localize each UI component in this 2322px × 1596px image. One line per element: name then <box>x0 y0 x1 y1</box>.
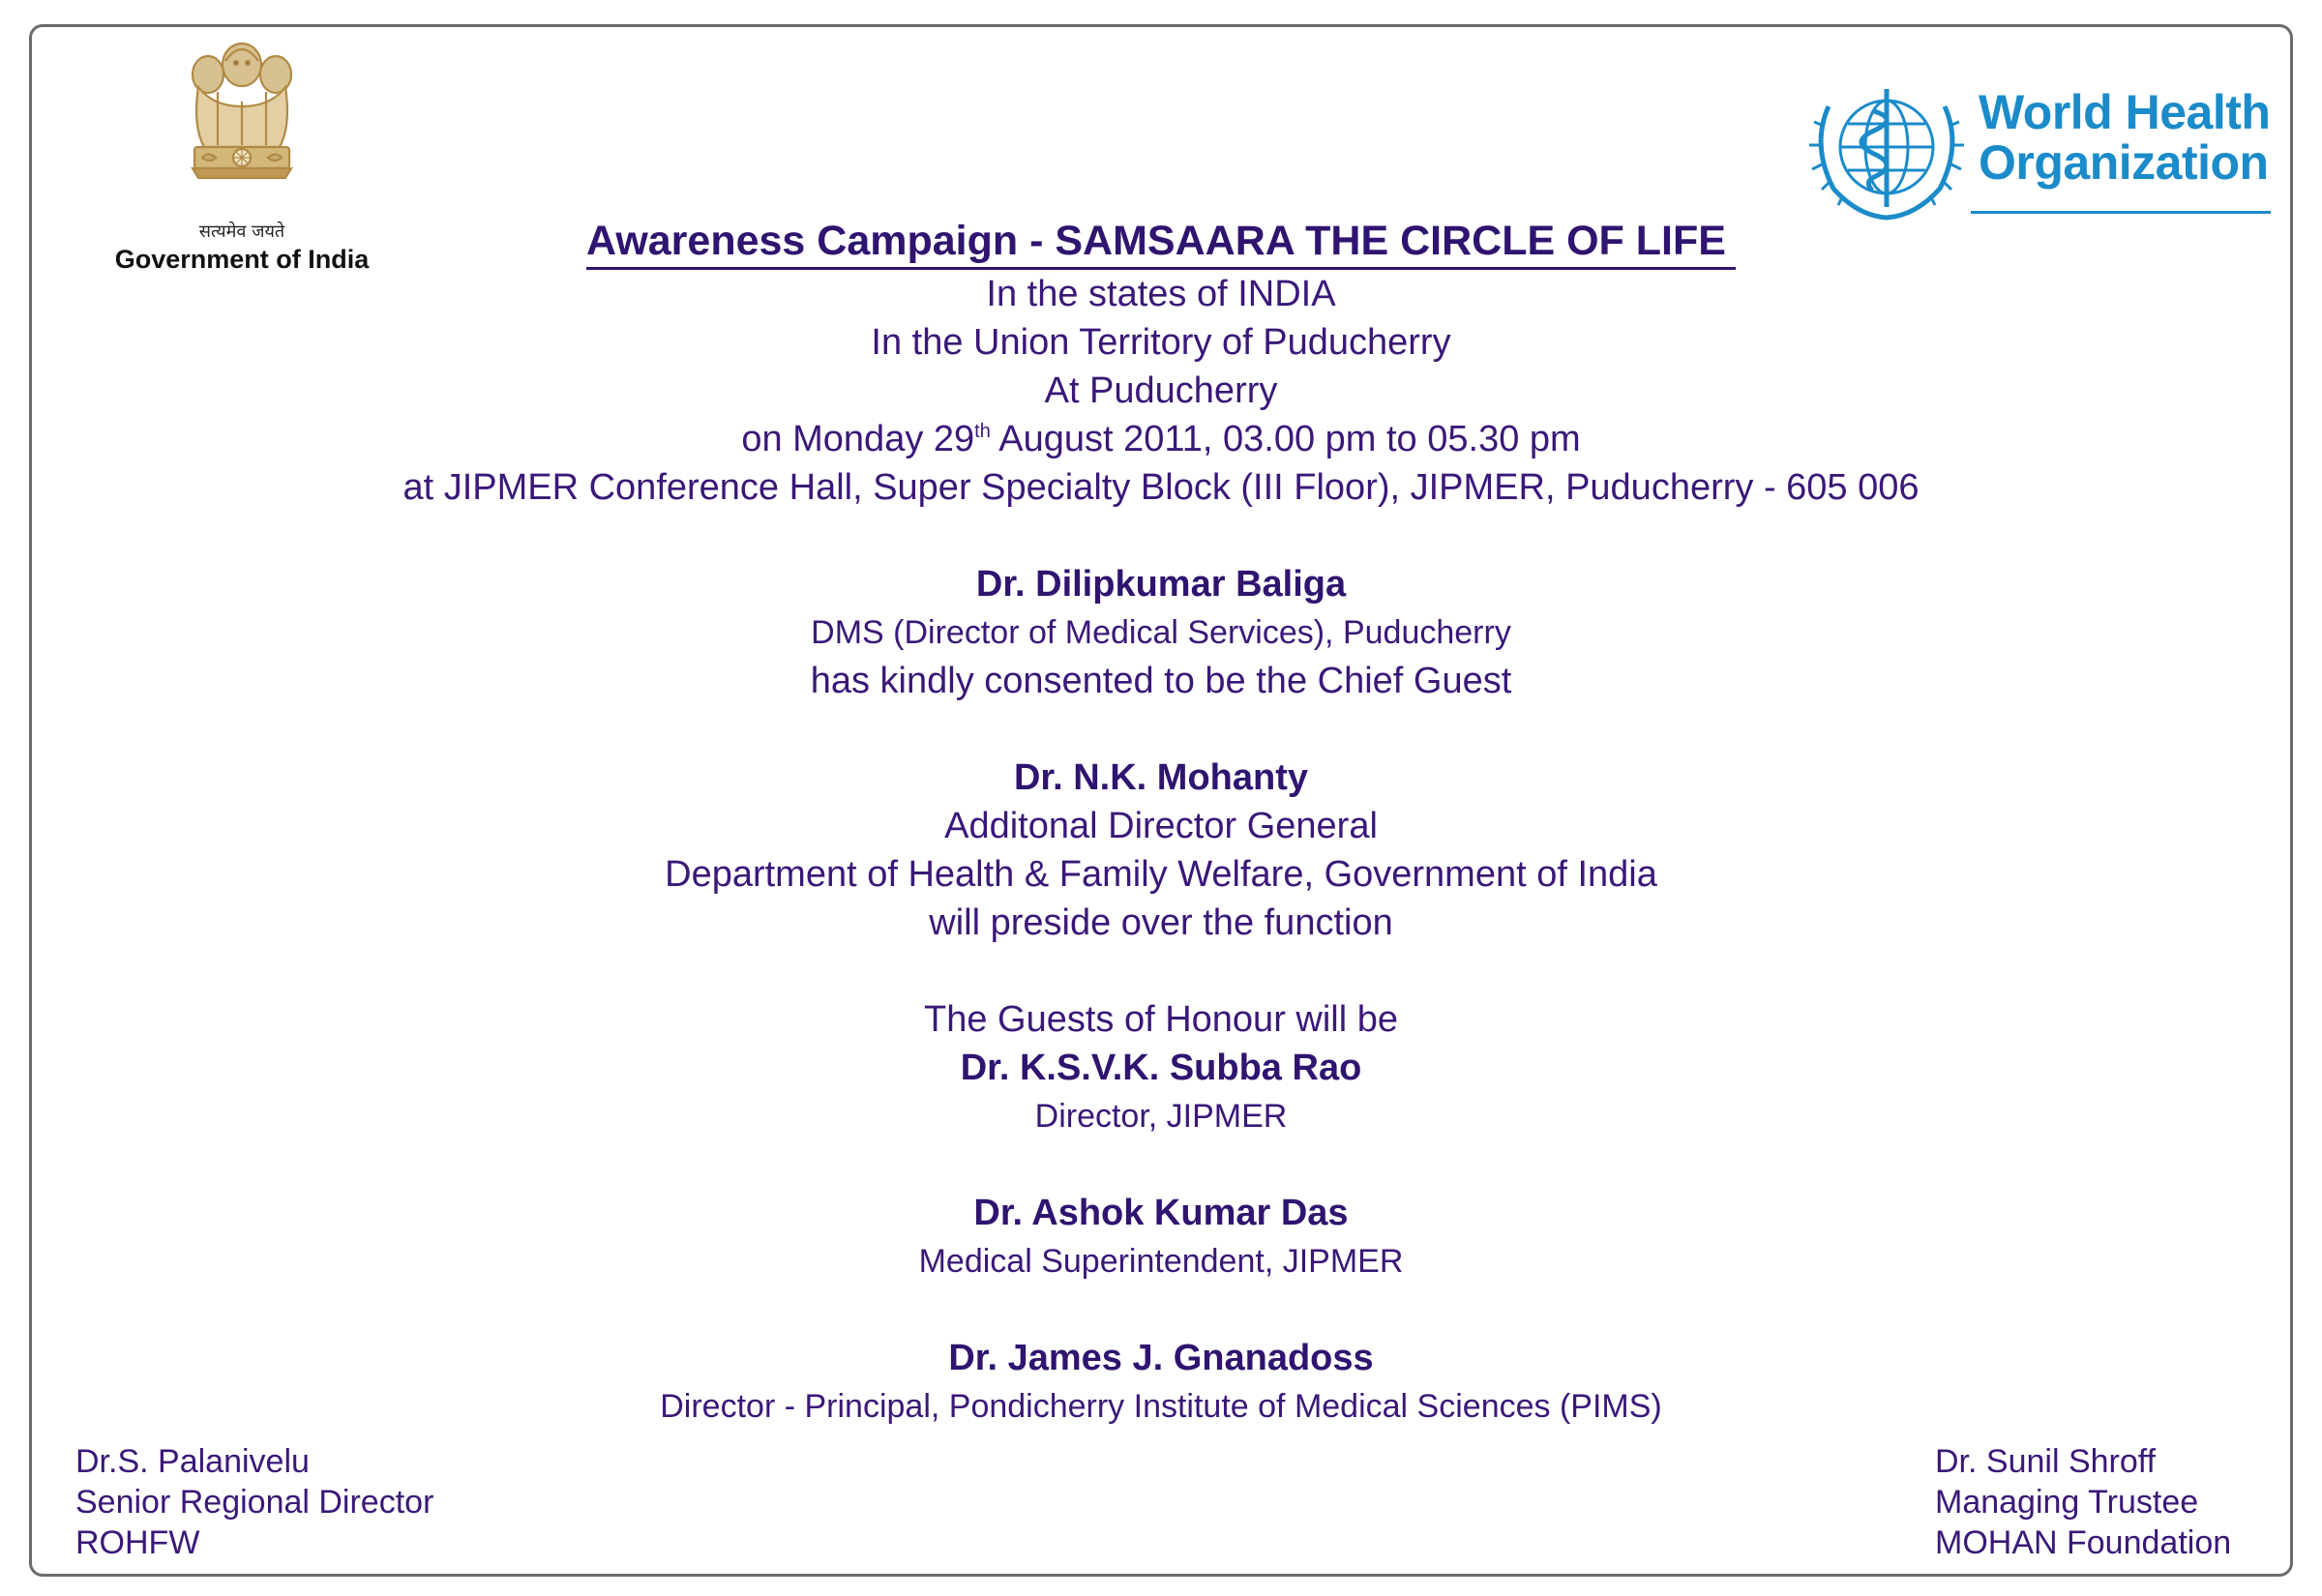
who-emblem-icon <box>1804 68 1969 222</box>
right-signatory <box>1935 1441 2231 1563</box>
guest-title: Director, JIPMER <box>1034 1098 1288 1135</box>
chief-guest-role: has kindly consented to be the Chief Guest <box>810 661 1512 701</box>
event-title: Awareness Campaign - SAMSAARA THE CIRCLE OF LIFE <box>586 218 1736 270</box>
date-superscript: th <box>974 421 991 442</box>
left-signatory-name: Dr.S. Palanivelu <box>75 1443 310 1480</box>
date-line <box>0 415 2322 463</box>
venue-line: at JIPMER Conference Hall, Super Specialty Block (III Floor), JIPMER, Puducherry - 605 006 <box>402 467 1920 508</box>
guest-name: Dr. Ashok Kumar Das <box>973 1193 1349 1233</box>
date-prefix: on Monday 29 <box>741 419 975 459</box>
who-name-text <box>1979 87 2270 188</box>
lion-capital-emblem-icon <box>179 34 305 218</box>
right-signatory-title: Managing Trustee <box>1935 1484 2199 1521</box>
right-signatory-org: MOHAN Foundation <box>1935 1524 2232 1561</box>
left-signatory-org: ROHFW <box>75 1524 200 1561</box>
guests-intro: The Guests of Honour will be <box>923 999 1398 1040</box>
left-signatory <box>75 1441 433 1563</box>
left-signatory-title: Senior Regional Director <box>75 1484 434 1521</box>
who-line-1: World Health <box>1979 85 2271 139</box>
spacer <box>0 1286 2322 1334</box>
chief-guest-name: Dr. Dilipkumar Baliga <box>975 564 1347 605</box>
states-line: In the states of INDIA <box>986 274 1336 314</box>
who-underline <box>1971 211 2271 214</box>
chief-guest-title: DMS (Director of Medical Services), Puducherry <box>811 614 1511 651</box>
presiding-role: will preside over the function <box>929 902 1393 943</box>
guest-name: Dr. K.S.V.K. Subba Rao <box>960 1048 1362 1088</box>
motto-text: सत्यमेव जयते <box>198 222 285 242</box>
territory-line: In the Union Territory of Puducherry <box>871 322 1451 363</box>
date-suffix: August 2011, 03.00 pm to 05.30 pm <box>990 419 1581 459</box>
spacer <box>0 705 2322 754</box>
government-of-india-label: Government of India <box>114 245 370 274</box>
guest-title: Medical Superintendent, JIPMER <box>918 1243 1404 1280</box>
guest-title: Director - Principal, Pondicherry Institute of Medical Sciences (PIMS) <box>660 1388 1662 1425</box>
guest-name: Dr. James J. Gnanadoss <box>948 1338 1374 1378</box>
who-line-2: Organization <box>1979 135 2269 190</box>
presiding-title: Additonal Director General <box>944 806 1378 846</box>
spacer <box>0 1140 2322 1189</box>
presiding-department: Department of Health & Family Welfare, Government of India <box>665 854 1657 895</box>
place-line: At Puducherry <box>1044 370 1278 411</box>
invitation-body <box>0 218 2322 1431</box>
right-signatory-name: Dr. Sunil Shroff <box>1935 1443 2157 1480</box>
presiding-name: Dr. N.K. Mohanty <box>1013 757 1309 798</box>
who-logo <box>1804 68 2278 222</box>
spacer <box>0 512 2322 560</box>
spacer <box>0 947 2322 995</box>
